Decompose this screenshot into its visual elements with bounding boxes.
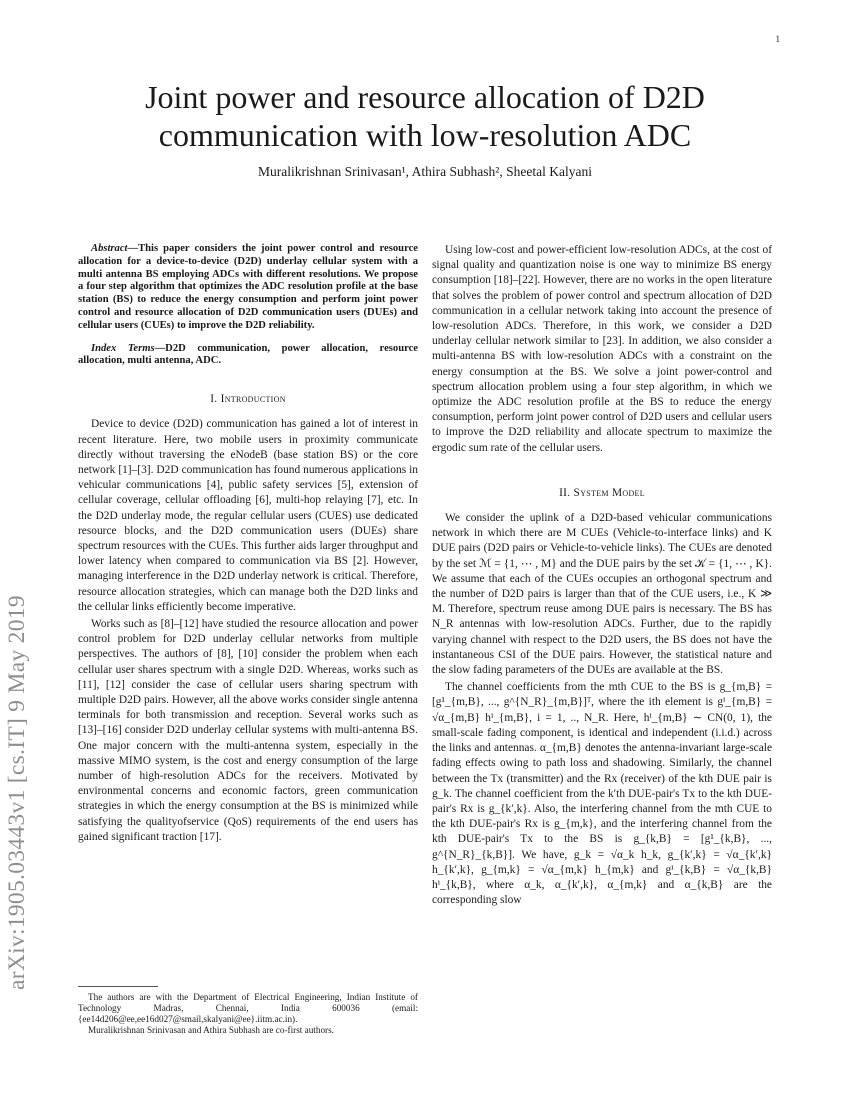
page-number: 1 [775,34,780,44]
footnote-divider [78,986,158,987]
index-terms [78,343,418,369]
intro-paragraph-2: Works such as [8]–[12] have studied the resource allocation and power control problem for D2D underlay cellular networks from multiple perspectives. The authors of [8], [10] consider the problem when each cellular user shares spectrum with a single D2D. Whereas, works such as [11], [12] consider the case of cellular users sharing spectrum with multiple D2D pairs. However, all the above works consider single antenna terminals for both transmission and reception. Several works such as [13]–[16] consider D2D underlay cellular systems with multi-antenna BS. One major concern with the multi-antenna system, especially in the massive MIMO system, is the cost and energy consumption of the large number of high-resolution ADCs for the receivers. Motivated by environmental concerns and economic factors, green communication strategies in which the energy consumption at the BS is minimized while satisfying the qualityofservice (QoS) requirements of the end users has gained significant traction [17]. [78,618,418,843]
paper-title-line-1: Joint power and resource allocation of D2D [145,79,705,115]
system-paragraph-2: The channel coefficients from the mth CUE to the BS is g_{m,B} = [g¹_{m,B}, ..., g^{N_R}_{m,B}]ᵀ, where the ith element is gⁱ_{m,B} = √α_{m,B} hⁱ_{m,B}, i = 1, .., N_R. Here, hⁱ_{m,B} ∼ CN(0, 1), the small-scale fading component, is identical and independent (i.i.d.) across the links and antennas. α_{m,B} denotes the antenna-invariant large-scale fading effects owing to path loss and shadowing. Similarly, the channel between the Tx (transmitter) and the Rx (receiver) of the kth DUE pair is g_k. The channel coefficient from the k′th DUE-pair's Tx to the kth DUE-pair's Rx is g_{k′,k}. Also, the interfering channel from the mth CUE to the kth DUE-pair's Rx is g_{m,k}, and the interfering channel from the kth DUE-pair's Tx to the BS is g_{k,B} = [g¹_{k,B}, ..., g^{N_R}_{k,B}]. We have, g_k = √α_k h_k, g_{k′,k} = √α_{k′,k} h_{k′,k}, g_{m,k} = √α_{m,k} h_{m,k} and gⁱ_{k,B} = √α_{k,B} hⁱ_{k,B}, where α_k, α_{k′,k}, α_{m,k} and α_{k,B} are the corresponding slow [432,681,772,907]
abstract-label: Abstract [91,243,128,254]
footnote-co-first: Muralikrishnan Srinivasan and Athira Subhash are co-first authors. [88,1025,334,1035]
right-column [432,243,772,908]
paper-title-line-2: communication with low-resolution ADC [158,117,692,153]
paper-title [75,78,775,154]
system-paragraph-1: We consider the uplink of a D2D-based vehicular communications network in which there are M CUEs (Vehicle-to-interface links) and K DUE pairs (D2D pairs or Vehicle-to-vehicle links). The CUEs are denoted by the set ℳ = {1, ⋯ , M} and the DUE pairs by the set 𝒦 = {1, ⋯ , K}. We assume that each of the CUEs occupies an orthogonal spectrum and the number of D2D pairs is larger than that of the CUE users, i.e., K ≫ M. Therefore, spectrum reuse among DUE pairs is necessary. The BS has N_R antennas with low-resolution ADCs. Further, due to the rapidly varying channel with respect to the D2D users, the BS does not have the instantaneous CSI of the DUE pairs. However, the statistical nature and the slow fading parameters of the DUEs are available at the BS. [432,512,772,677]
author-list: Muralikrishnan Srinivasan¹, Athira Subhash², Sheetal Kalyani [258,164,592,179]
intro-paragraph-3: Using low-cost and power-efficient low-resolution ADCs, at the cost of signal quality and quantization noise is one way to minimize BS energy consumption [18]–[22]. However, there are no works in the open literature that solves the problem of power control and spectrum allocation of D2D communication in a cellular network taking into account the presence of low-resolution ADCs. Therefore, in this work, we consider a D2D underlay cellular network similar to [23]. In addition, we also consider a multi-antenna BS with low-resolution ADCs with a constraint on the energy consumption at the BS. We solve a joint power-control and spectrum allocation problem using a four step algorithm, in which we optimize the ADC resolution profile at the BS to reduce the energy consumption, perform joint power control of D2D users and cellular users to improve the D2D reliability and allocate spectrum to maximize the ergodic sum rate of the cellular users. [432,244,772,454]
left-column [78,243,418,845]
abstract [78,243,418,333]
index-terms-label: Index Terms [91,342,155,354]
abstract-text: —This paper considers the joint power control and resource allocation for a device-to-device (D2D) underlay cellular system with a multi antenna BS employing ADCs with different resolutions. We propose a four step algorithm that optimizes the ADC resolution profile at the base station (BS) to reduce the energy consumption and perform joint power control and resource allocation of D2D communication users (DUEs) and cellular users (CUEs) to improve the D2D reliability. [78,243,418,331]
footnote-affiliation: The authors are with the Department of Electrical Engineering, Indian Institute of Technology Madras, Chennai, India 600036 (email:{ee14d206@ee,ee16d027@smail,skalyani@ee}.iitm.ac.in). [78,992,418,1024]
intro-paragraph-1: Device to device (D2D) communication has gained a lot of interest in recent literature. Here, two mobile users in proximity communicate directly without traversing the eNodeB (base station BS) or the core network [1]–[3]. D2D communication has found numerous applications in vehicular communications [4], public safety services [5], extension of cellular coverage, cellular offloading [6], multi-hop relaying [7], etc. In the D2D underlay mode, the regular cellular users (CUES) use dedicated resource blocks, and the D2D communication users (DUEs) share spectrum resources with the CUEs. This further aids larger throughput and lower latency when compared to communication via BS [2]. However, managing interference in the D2D underlay network is critical. Therefore, resource allocation strategies, which can manage both the D2D links and the cellular links efficiently become imperative. [78,418,418,613]
index-terms-text: —D2D communication, power allocation, resource allocation, multi antenna, ADC. [78,342,418,367]
section-heading-system-model: II. System Model [559,486,645,499]
arxiv-side-stamp: arXiv:1905.03443v1 [cs.IT] 9 May 2019 [4,595,30,990]
section-heading-introduction: I. Introduction [210,393,286,406]
footnotes [78,992,418,1036]
